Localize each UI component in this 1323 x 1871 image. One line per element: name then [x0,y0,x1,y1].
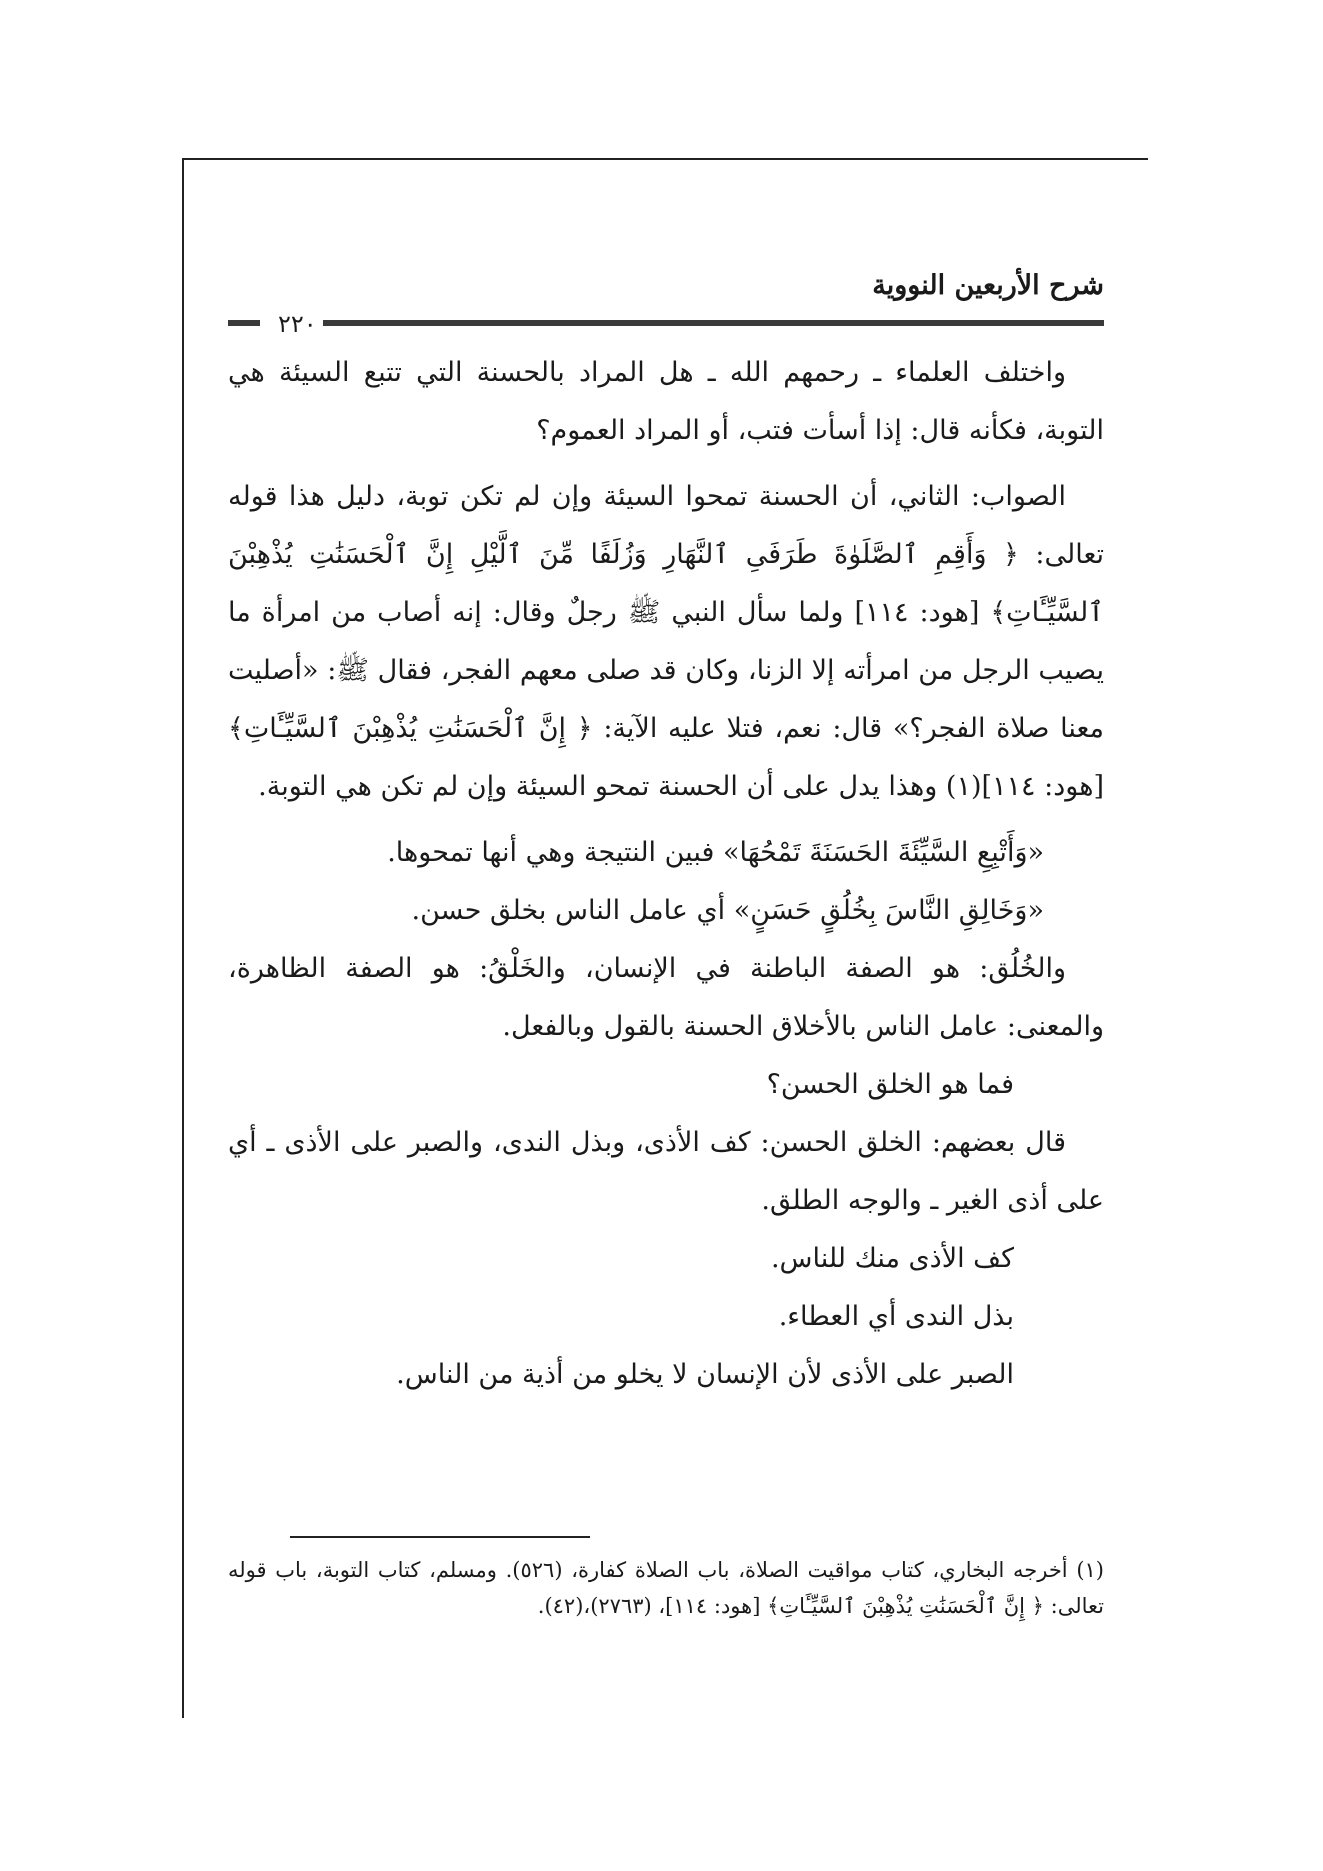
paragraph: واختلف العلماء ـ رحمهم الله ـ هل المراد بالحسنة التي تتبع السيئة هي التوبة، فكأنه قال: إذا أسأت فتب، أو المراد العموم؟ [228,357,1104,446]
list-item: كف الأذى منك للناس. [770,1243,1014,1274]
footnote-text: (١) أخرجه البخاري، كتاب مواقيت الصلاة، باب الصلاة كفارة، (٥٢٦). ومسلم، كتاب التوبة، باب قوله تعالى: ﴿ إِنَّ ٱلْحَسَنَٰتِ يُذْهِبْنَ ٱلسَّيِّـَٔاتِ﴾ [هود: ١١٤]، (٢٧٦٣)،(٤٢). [228,1558,1104,1618]
body-text [228,344,1104,1404]
header-rule-end [228,320,258,326]
footnote [228,1552,1104,1624]
list-item: الصبر على الأذى لأن الإنسان لا يخلو من أذية من الناس. [396,1359,1014,1390]
paragraph: الصواب: الثاني، أن الحسنة تمحوا السيئة وإن لم تكن توبة، دليل هذا قوله تعالى: ﴿ وَأَقِمِ ٱلصَّلَوٰةَ طَرَفَىِ ٱلنَّهَارِ وَزُلَفًا مِّنَ ٱلَّيْلِ إِنَّ ٱلْحَسَنَٰتِ يُذْهِبْنَ ٱلسَّيِّـَٔاتِ﴾ [هود: ١١٤] ولما سأل النبي ﷺ رجلٌ وقال: إنه أصاب من امرأة ما يصيب الرجل من امرأته إلا الزنا، وكان قد صلى معهم الفجر، فقال ﷺ: «أصليت معنا صلاة الفجر؟» قال: نعم، فتلا عليه الآية: ﴿ إِنَّ ٱلْحَسَنَٰتِ يُذْهِبْنَ ٱلسَّيِّـَٔاتِ﴾ [هود: ١١٤](١) وهذا يدل على أن الحسنة تمحو السيئة وإن لم تكن هي التوبة. [228,481,1104,802]
page-frame-left [182,158,184,1718]
question-line: فما هو الخلق الحسن؟ [766,1069,1014,1100]
page-number: ٢٢٠ [272,314,323,334]
running-title: شرح الأربعين النووية [872,270,1104,301]
page-header [228,270,1104,338]
page [228,270,1104,1404]
list-item: بذل الندى أي العطاء. [778,1301,1014,1332]
hadith-excerpt: «وَأَتْبِعِ السَّيِّئَةَ الحَسَنَةَ تَمْحُهَا» فبين النتيجة وهي أنها تمحوها. [387,837,1044,868]
paragraph: قال بعضهم: الخلق الحسن: كف الأذى، وبذل الندى، والصبر على الأذى ـ أي على أذى الغير ـ والوجه الطلق. [228,1127,1104,1216]
header-rule [228,320,1104,326]
paragraph: والخُلُق: هو الصفة الباطنة في الإنسان، والخَلْقُ: هو الصفة الظاهرة، والمعنى: عامل الناس بالأخلاق الحسنة بالقول وبالفعل. [228,953,1104,1042]
hadith-excerpt: «وَخَالِقِ النَّاسَ بِخُلُقٍ حَسَنٍ» أي عامل الناس بخلق حسن. [411,895,1044,926]
page-frame-top [182,158,1148,160]
footnote-separator [290,1536,590,1538]
